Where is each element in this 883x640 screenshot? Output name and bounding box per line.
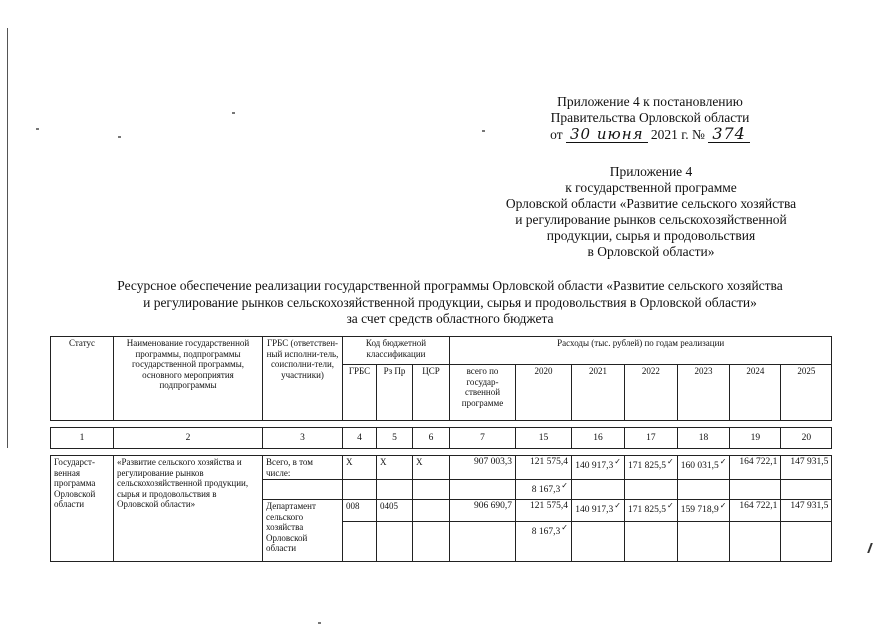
index-cell: 19 bbox=[730, 428, 781, 449]
header-grbs-code: ГРБС bbox=[343, 365, 377, 421]
index-cell: 16 bbox=[572, 428, 625, 449]
checkmark-icon: ✓ bbox=[561, 523, 568, 532]
header-name: Наименование государственной программы, подпрограммы государственной программы, основного мероприятия подпрограммы bbox=[114, 337, 263, 421]
header-year: 2020 bbox=[516, 365, 572, 421]
title-line: Ресурсное обеспечение реализации государственной программы Орловской области «Развитие сельского хозяйства bbox=[117, 278, 783, 293]
row-dept-2022: 171 825,5✓ bbox=[625, 500, 678, 522]
index-cell: 5 bbox=[377, 428, 413, 449]
checkmark-icon: ✓ bbox=[719, 501, 727, 510]
header-year: 2024 bbox=[730, 365, 781, 421]
resource-table bbox=[50, 336, 832, 562]
index-cell: 4 bbox=[343, 428, 377, 449]
date-suffix: 2021 г. № bbox=[650, 127, 705, 142]
row-total-2023: 160 031,5✓ bbox=[677, 456, 730, 480]
row-total-2020-extra: 8 167,3✓ bbox=[516, 480, 572, 500]
checkmark-icon: ✓ bbox=[614, 501, 621, 510]
index-cell: 20 bbox=[781, 428, 832, 449]
row-total-sum: 907 003,3 bbox=[450, 456, 516, 480]
header-csr: ЦСР bbox=[413, 365, 450, 421]
column-index-row bbox=[51, 428, 832, 449]
row-total-rzpr: Х bbox=[377, 456, 413, 480]
index-cell: 2 bbox=[114, 428, 263, 449]
index-cell: 3 bbox=[263, 428, 343, 449]
header-gap bbox=[51, 421, 832, 428]
header-year: 2021 bbox=[572, 365, 625, 421]
handwritten-date: 30 июня bbox=[566, 126, 648, 143]
header-grbs: ГРБС (ответствен-ный исполни-тель, соисполни-тели, участники) bbox=[263, 337, 343, 421]
header-total: всего по государ-ственной программе bbox=[450, 365, 516, 421]
resolution-appendix-line1: Приложение 4 к постановлению bbox=[557, 94, 743, 109]
row-total-2024: 164 722,1 bbox=[730, 456, 781, 480]
row-total-2022: 171 825,5✓ bbox=[625, 456, 678, 480]
program-appendix-line: в Орловской области» bbox=[587, 244, 715, 259]
scan-speck bbox=[36, 128, 39, 130]
row-total-2021: 140 917,3✓ bbox=[572, 456, 625, 480]
header-budget-code: Код бюджетной классификации bbox=[343, 337, 450, 365]
row-dept-2020: 121 575,4 bbox=[516, 500, 572, 522]
program-appendix-block bbox=[486, 164, 816, 260]
resolution-date-row bbox=[530, 126, 770, 143]
header-rzpr: Рз Пр bbox=[377, 365, 413, 421]
document-title bbox=[40, 278, 860, 328]
scan-speck bbox=[118, 136, 121, 138]
index-cell: 17 bbox=[625, 428, 678, 449]
program-appendix-line: и регулирование рынков сельскохозяйственной bbox=[515, 212, 787, 227]
resolution-appendix-block bbox=[530, 94, 770, 143]
index-cell: 7 bbox=[450, 428, 516, 449]
scan-speck bbox=[482, 130, 485, 132]
header-year: 2022 bbox=[625, 365, 678, 421]
scan-speck bbox=[318, 622, 321, 624]
row-dept-sum: 906 690,7 bbox=[450, 500, 516, 522]
left-margin-line bbox=[7, 28, 8, 448]
index-gap bbox=[51, 449, 832, 456]
row-dept-2021: 140 917,3✓ bbox=[572, 500, 625, 522]
program-appendix-line: продукции, сырья и продовольствия bbox=[546, 228, 756, 243]
row-dept-2023: 159 718,9✓ bbox=[677, 500, 730, 522]
index-cell: 6 bbox=[413, 428, 450, 449]
row-total-csr: Х bbox=[413, 456, 450, 480]
row-dept-2024: 164 722,1 bbox=[730, 500, 781, 522]
header-year: 2025 bbox=[781, 365, 832, 421]
row-dept-rzpr: 0405 bbox=[377, 500, 413, 522]
row-dept-2025: 147 931,5 bbox=[781, 500, 832, 522]
title-line: и регулирование рынков сельскохозяйственной продукции, сырья и продовольствия в Орловской области» bbox=[143, 294, 757, 310]
title-line: за счет средств областного бюджета bbox=[346, 311, 554, 326]
header-year: 2023 bbox=[677, 365, 730, 421]
row-total-label: Всего, в том числе: bbox=[263, 456, 343, 480]
checkmark-icon: ✓ bbox=[719, 457, 727, 466]
row-status: Государст-венная программа Орловской области bbox=[51, 456, 114, 562]
row-dept-2020-extra: 8 167,3✓ bbox=[516, 522, 572, 562]
checkmark-icon: ✓ bbox=[561, 481, 568, 490]
row-total-2025: 147 931,5 bbox=[781, 456, 832, 480]
scan-speck bbox=[232, 112, 235, 114]
checkmark-icon: ✓ bbox=[667, 501, 674, 510]
index-cell: 18 bbox=[677, 428, 730, 449]
resolution-appendix-line2: Правительства Орловской области bbox=[550, 110, 750, 125]
index-cell: 1 bbox=[51, 428, 114, 449]
row-dept-label: Департамент сельского хозяйства Орловской области bbox=[263, 500, 343, 562]
scan-mark bbox=[867, 543, 877, 553]
checkmark-icon: ✓ bbox=[614, 457, 621, 466]
header-status: Статус bbox=[51, 337, 114, 421]
row-total-grbs: Х bbox=[343, 456, 377, 480]
row-total-2020: 121 575,4 bbox=[516, 456, 572, 480]
row-program-name: «Развитие сельского хозяйства и регулирование рынков сельскохозяйственной продукции, сырья и продовольствия в Орловской области» bbox=[114, 456, 263, 562]
date-prefix: от bbox=[550, 127, 563, 142]
checkmark-icon: ✓ bbox=[667, 457, 674, 466]
program-appendix-line: Орловской области «Развитие сельского хозяйства bbox=[505, 196, 797, 211]
program-appendix-line: к государственной программе bbox=[565, 180, 737, 195]
program-appendix-line: Приложение 4 bbox=[609, 164, 693, 179]
handwritten-number: 374 bbox=[708, 126, 750, 143]
table-row bbox=[51, 456, 832, 480]
row-dept-grbs: 008 bbox=[343, 500, 377, 522]
index-cell: 15 bbox=[516, 428, 572, 449]
header-expenses: Расходы (тыс. рублей) по годам реализации bbox=[450, 337, 832, 365]
